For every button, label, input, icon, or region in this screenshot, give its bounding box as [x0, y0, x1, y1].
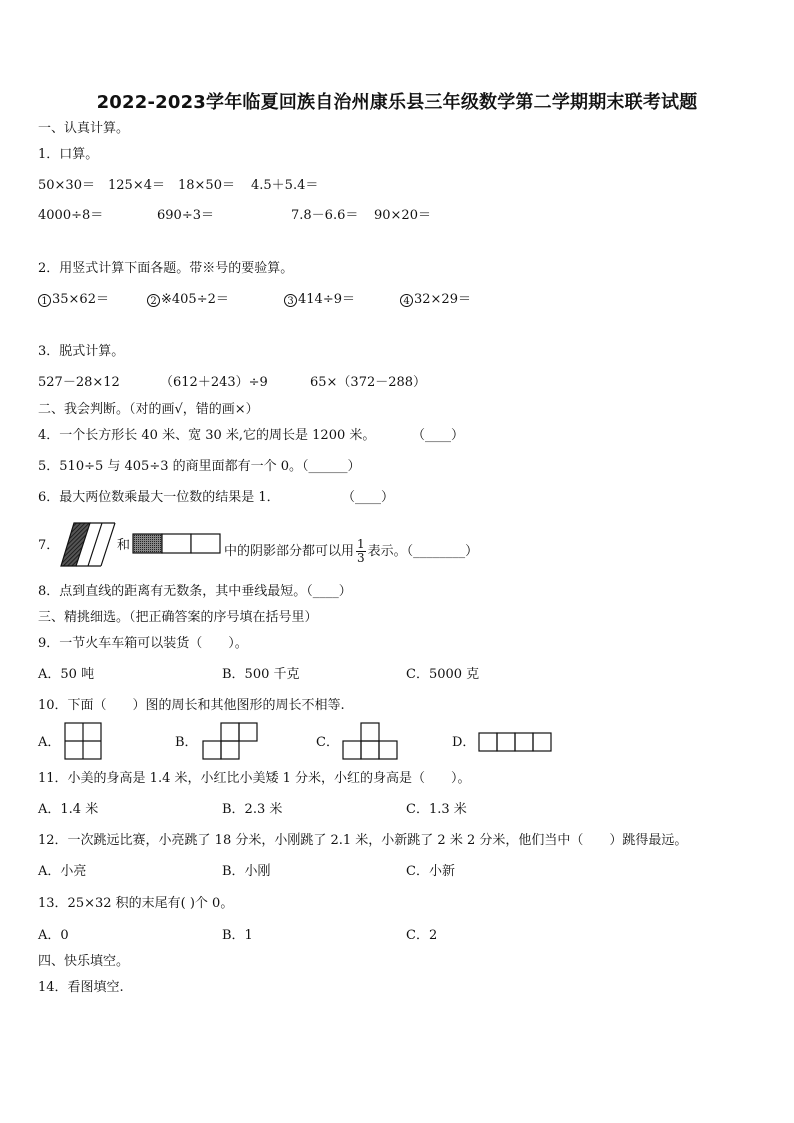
q2-label: 2．用竖式计算下面各题。带※号的要验算。: [38, 261, 294, 276]
q1-item: 7.8－6.6＝: [291, 208, 359, 223]
q9-option-b[interactable]: B．500 千克: [222, 667, 300, 682]
q1-item: 690÷3＝: [157, 208, 214, 223]
section-heading-4: 四、快乐填空。: [38, 954, 130, 969]
q9-option-c[interactable]: C．5000 克: [406, 667, 480, 682]
circled-number: 4: [400, 294, 413, 307]
q10-option-a[interactable]: A．: [38, 735, 61, 750]
circled-number: 3: [284, 294, 297, 307]
page-title: 2022-2023学年临夏回族自治州康乐县三年级数学第二学期期末联考试题: [96, 92, 698, 113]
q7-and-label: 和: [117, 538, 131, 553]
q3-label: 3．脱式计算。: [38, 344, 125, 359]
q5-text: 5．510÷5 与 405÷3 的商里面都有一个 0。（______）: [38, 459, 361, 474]
q12-option-a[interactable]: A．小亮: [38, 864, 87, 879]
q10-option-c[interactable]: C．: [316, 735, 339, 750]
q10-figure-b: [202, 722, 260, 762]
q4-text: 4．一个长方形长 40 米、宽 30 米,它的周长是 1200 米。: [38, 428, 376, 443]
q13-option-b[interactable]: B．1: [222, 928, 253, 943]
q1-item: 50×30＝: [38, 178, 95, 193]
q12-option-b[interactable]: B．小刚: [222, 864, 271, 879]
q1-item: 90×20＝: [374, 208, 431, 223]
q7-text: 中的阴影部分都可以用 $\frac{1}{3}$ 表示。（________）: [224, 537, 479, 565]
q14-text: 14．看图填空.: [38, 980, 124, 995]
q3-item: （612＋243）÷9: [160, 375, 268, 390]
section-heading-2: 二、我会判断。（对的画√，错的画×）: [38, 402, 259, 417]
circled-number: 1: [38, 294, 51, 307]
q1-item: 18×50＝: [178, 178, 235, 193]
q1-item: 4000÷8＝: [38, 208, 104, 223]
q12-option-c[interactable]: C．小新: [406, 864, 455, 879]
q13-option-c[interactable]: C．2: [406, 928, 438, 943]
q7-number: 7．: [38, 538, 60, 553]
q10-figure-c: [342, 722, 402, 762]
section-heading-1: 一、认真计算。: [38, 121, 130, 136]
one-third-fraction: $\frac{1}{3}$: [357, 537, 365, 565]
q6-text: 6．最大两位数乘最大一位数的结果是 1．: [38, 490, 280, 505]
q7-parallelogram-figure: [60, 522, 116, 568]
q10-stem: 10．下面（ ）图的周长和其他图形的周长不相等.: [38, 698, 345, 713]
q10-option-b[interactable]: B．: [175, 735, 198, 750]
q1-item: 4.5＋5.4＝: [251, 178, 319, 193]
q7-bar-figure: [132, 533, 222, 555]
q12-stem: 12．一次跳远比赛，小亮跳了 18 分米，小刚跳了 2.1 米，小新跳了 2 米 2 分米，他们当中（ ）跳得最远。: [38, 833, 688, 848]
q4-answer-blank[interactable]: （____）: [412, 428, 465, 443]
q9-stem: 9．一节火车车箱可以装货（ ）。: [38, 636, 248, 651]
q11-option-b[interactable]: B．2.3 米: [222, 802, 283, 817]
q2-item: 1 35×62＝: [38, 292, 109, 308]
q10-figure-d: [478, 732, 554, 754]
q2-item: 3 414÷9＝: [284, 292, 355, 308]
q11-option-a[interactable]: A．1.4 米: [38, 802, 99, 817]
q8-text: 8．点到直线的距离有无数条，其中垂线最短。（____）: [38, 584, 352, 599]
q10-figure-a: [64, 722, 104, 762]
q11-stem: 11．小美的身高是 1.4 米，小红比小美矮 1 分米，小红的身高是（ ）。: [38, 771, 471, 786]
q3-item: 65×（372－288）: [310, 375, 427, 390]
q6-answer-blank[interactable]: （____）: [342, 490, 395, 505]
q1-label: 1．口算。: [38, 147, 99, 162]
q11-option-c[interactable]: C．1.3 米: [406, 802, 467, 817]
q10-option-d[interactable]: D．: [452, 735, 476, 750]
q13-option-a[interactable]: A．0: [38, 928, 69, 943]
q3-item: 527－28×12: [38, 375, 120, 390]
q13-stem: 13．25×32 积的末尾有( )个 0。: [38, 896, 234, 911]
q2-item: 2 ※405÷2＝: [147, 292, 229, 308]
section-heading-3: 三、精挑细选。（把正确答案的序号填在括号里）: [38, 610, 318, 625]
q9-option-a[interactable]: A．50 吨: [38, 667, 95, 682]
q2-item: 4 32×29＝: [400, 292, 471, 308]
q1-item: 125×4＝: [108, 178, 165, 193]
circled-number: 2: [147, 294, 160, 307]
